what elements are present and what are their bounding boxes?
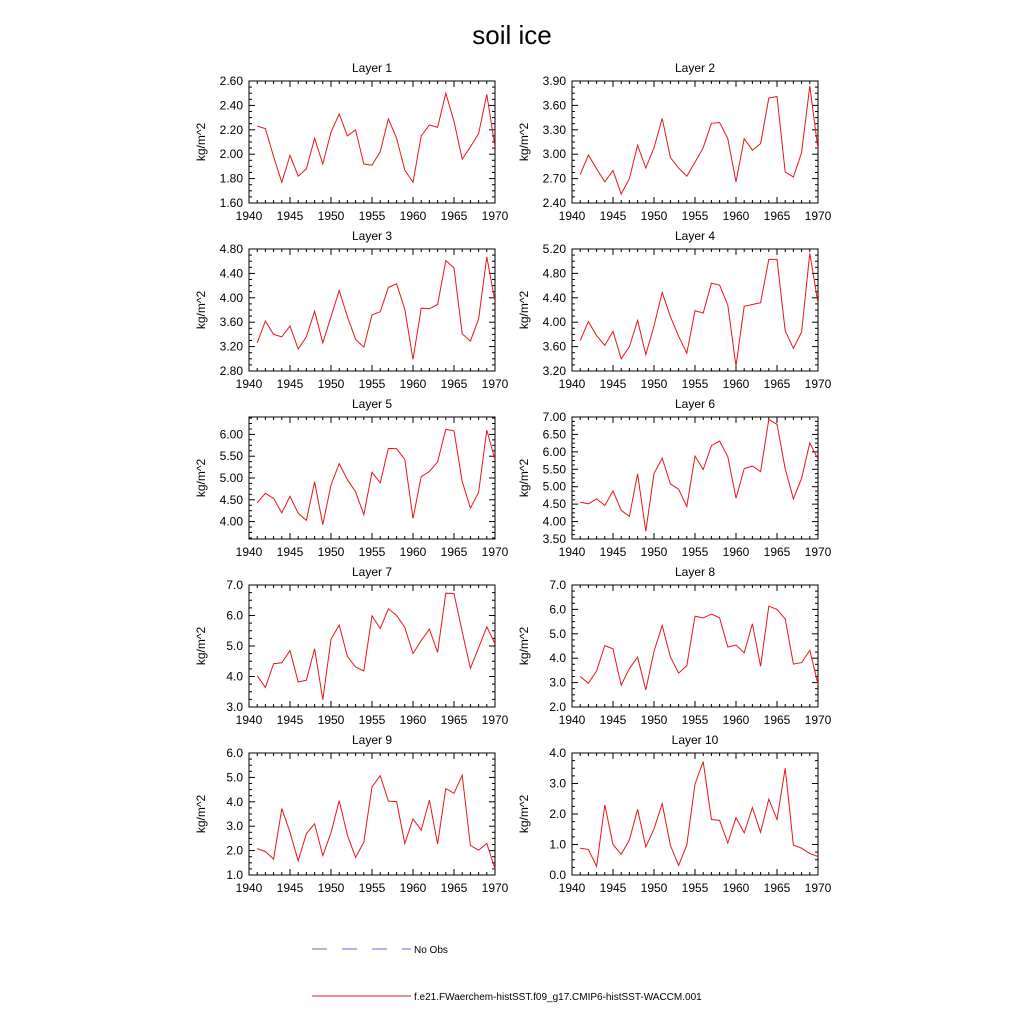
legend-label: f.e21.FWaerchem-histSST.f09_g17.CMIP6-histSST-WACCM.001 bbox=[414, 992, 702, 1003]
panel-layer-10 bbox=[517, 733, 832, 895]
y-tick-label: 1.80 bbox=[219, 171, 243, 186]
x-tick-label: 1960 bbox=[722, 881, 750, 895]
y-tick-label: 5.50 bbox=[542, 462, 566, 477]
series-line bbox=[257, 775, 495, 869]
x-tick-label: 1940 bbox=[558, 377, 586, 391]
x-tick-label: 1965 bbox=[440, 713, 468, 727]
x-tick-label: 1965 bbox=[440, 377, 468, 391]
x-tick-label: 1940 bbox=[558, 881, 586, 895]
x-tick-label: 1970 bbox=[481, 545, 509, 559]
y-tick-label: 4.00 bbox=[542, 514, 566, 529]
x-tick-label: 1970 bbox=[481, 377, 509, 391]
x-tick-label: 1960 bbox=[722, 377, 750, 391]
y-tick-label: 7.0 bbox=[549, 578, 566, 592]
chart-title: soil ice bbox=[472, 20, 552, 50]
panel-title: Layer 10 bbox=[671, 733, 719, 747]
y-tick-label: 3.00 bbox=[542, 147, 566, 162]
panel-title: Layer 7 bbox=[351, 565, 393, 579]
x-tick-label: 1955 bbox=[681, 713, 709, 727]
x-tick-label: 1960 bbox=[722, 209, 750, 223]
y-axis-label: kg/m^2 bbox=[194, 794, 208, 834]
plot-frame bbox=[249, 753, 495, 875]
x-tick-label: 1940 bbox=[558, 713, 586, 727]
y-tick-label: 6.00 bbox=[219, 427, 243, 442]
legend-item bbox=[312, 945, 448, 956]
y-tick-label: 1.0 bbox=[226, 868, 243, 882]
panel-layer-3 bbox=[194, 229, 509, 391]
y-tick-label: 4.00 bbox=[219, 290, 243, 305]
panel-title: Layer 2 bbox=[674, 61, 716, 75]
x-tick-label: 1970 bbox=[804, 545, 832, 559]
series-line bbox=[580, 606, 818, 690]
y-axis-label: kg/m^2 bbox=[194, 626, 208, 666]
series-line bbox=[580, 86, 818, 194]
y-axis-label: kg/m^2 bbox=[517, 794, 531, 834]
plot-frame bbox=[249, 249, 495, 371]
y-tick-label: 7.00 bbox=[542, 410, 566, 424]
x-tick-label: 1955 bbox=[358, 545, 386, 559]
series-line bbox=[257, 93, 495, 182]
x-tick-label: 1955 bbox=[358, 377, 386, 391]
plot-frame bbox=[572, 585, 818, 707]
x-tick-label: 1970 bbox=[481, 713, 509, 727]
series-line bbox=[257, 257, 495, 360]
x-tick-label: 1950 bbox=[640, 377, 668, 391]
y-tick-label: 5.20 bbox=[542, 242, 566, 256]
y-tick-label: 2.0 bbox=[549, 807, 566, 821]
y-tick-label: 4.00 bbox=[219, 514, 243, 529]
plot-frame bbox=[572, 753, 818, 875]
plot-frame bbox=[572, 417, 818, 539]
x-tick-label: 1950 bbox=[317, 545, 345, 559]
x-tick-label: 1955 bbox=[358, 881, 386, 895]
x-tick-label: 1940 bbox=[558, 209, 586, 223]
y-axis-label: kg/m^2 bbox=[517, 290, 531, 330]
x-tick-label: 1970 bbox=[481, 209, 509, 223]
panel-layer-8 bbox=[517, 565, 832, 727]
x-tick-label: 1965 bbox=[440, 881, 468, 895]
y-tick-label: 2.0 bbox=[226, 843, 243, 858]
x-tick-label: 1965 bbox=[440, 545, 468, 559]
x-tick-label: 1945 bbox=[599, 545, 627, 559]
y-tick-label: 3.0 bbox=[549, 776, 566, 791]
x-tick-label: 1945 bbox=[276, 545, 304, 559]
y-axis-label: kg/m^2 bbox=[194, 290, 208, 330]
x-tick-label: 1960 bbox=[399, 209, 427, 223]
legend bbox=[312, 945, 702, 1003]
y-tick-label: 4.50 bbox=[542, 497, 566, 512]
y-axis-label: kg/m^2 bbox=[517, 458, 531, 498]
y-tick-label: 3.20 bbox=[542, 364, 566, 378]
panel-title: Layer 6 bbox=[674, 397, 716, 411]
y-tick-label: 6.00 bbox=[542, 444, 566, 459]
x-tick-label: 1950 bbox=[317, 713, 345, 727]
x-tick-label: 1955 bbox=[681, 545, 709, 559]
x-tick-label: 1950 bbox=[317, 209, 345, 223]
panel-layer-2 bbox=[517, 61, 832, 223]
y-tick-label: 4.00 bbox=[542, 315, 566, 330]
y-axis-label: kg/m^2 bbox=[517, 626, 531, 666]
y-tick-label: 6.0 bbox=[549, 602, 566, 617]
x-tick-label: 1945 bbox=[276, 209, 304, 223]
x-tick-label: 1970 bbox=[804, 209, 832, 223]
x-tick-label: 1940 bbox=[235, 881, 263, 895]
y-tick-label: 4.0 bbox=[226, 794, 243, 809]
x-tick-label: 1960 bbox=[399, 881, 427, 895]
x-tick-label: 1970 bbox=[481, 881, 509, 895]
y-tick-label: 3.50 bbox=[542, 532, 566, 546]
x-tick-label: 1960 bbox=[399, 713, 427, 727]
y-tick-label: 2.60 bbox=[219, 74, 243, 88]
panel-layer-9 bbox=[194, 733, 509, 895]
y-tick-label: 4.80 bbox=[542, 266, 566, 281]
x-tick-label: 1950 bbox=[317, 377, 345, 391]
x-tick-label: 1960 bbox=[399, 377, 427, 391]
plot-frame bbox=[572, 249, 818, 371]
x-tick-label: 1950 bbox=[640, 713, 668, 727]
x-tick-label: 1965 bbox=[763, 713, 791, 727]
panel-layer-4 bbox=[517, 229, 832, 391]
plot-frame bbox=[249, 585, 495, 707]
panel-title: Layer 5 bbox=[351, 397, 393, 411]
panel-layer-5 bbox=[194, 397, 509, 559]
x-tick-label: 1955 bbox=[681, 881, 709, 895]
y-tick-label: 3.60 bbox=[219, 315, 243, 330]
x-tick-label: 1945 bbox=[599, 377, 627, 391]
x-tick-label: 1940 bbox=[558, 545, 586, 559]
y-tick-label: 3.60 bbox=[542, 339, 566, 354]
panel-title: Layer 4 bbox=[674, 229, 716, 243]
x-tick-label: 1945 bbox=[599, 881, 627, 895]
panel-title: Layer 3 bbox=[351, 229, 393, 243]
y-tick-label: 4.0 bbox=[549, 651, 566, 666]
x-tick-label: 1950 bbox=[640, 545, 668, 559]
y-tick-label: 4.0 bbox=[549, 746, 566, 760]
x-tick-label: 1960 bbox=[399, 545, 427, 559]
y-tick-label: 3.0 bbox=[226, 700, 243, 714]
y-tick-label: 2.00 bbox=[219, 147, 243, 162]
panel-layer-6 bbox=[517, 397, 832, 559]
x-tick-label: 1950 bbox=[317, 881, 345, 895]
panels-group bbox=[194, 61, 832, 895]
y-tick-label: 5.0 bbox=[549, 626, 566, 641]
x-tick-label: 1945 bbox=[276, 881, 304, 895]
y-tick-label: 2.80 bbox=[219, 364, 243, 378]
x-tick-label: 1965 bbox=[763, 377, 791, 391]
y-tick-label: 3.0 bbox=[549, 675, 566, 690]
x-tick-label: 1955 bbox=[358, 209, 386, 223]
y-tick-label: 6.50 bbox=[542, 427, 566, 442]
panel-title: Layer 9 bbox=[351, 733, 393, 747]
legend-label: No Obs bbox=[414, 945, 448, 956]
panel-title: Layer 8 bbox=[674, 565, 716, 579]
legend-item bbox=[312, 992, 702, 1003]
y-tick-label: 1.60 bbox=[219, 196, 243, 210]
y-tick-label: 3.30 bbox=[542, 122, 566, 137]
x-tick-label: 1955 bbox=[681, 209, 709, 223]
x-tick-label: 1965 bbox=[763, 881, 791, 895]
x-tick-label: 1950 bbox=[640, 209, 668, 223]
x-tick-label: 1950 bbox=[640, 881, 668, 895]
x-tick-label: 1965 bbox=[763, 209, 791, 223]
x-tick-label: 1940 bbox=[235, 545, 263, 559]
plot-frame bbox=[572, 81, 818, 203]
x-tick-label: 1960 bbox=[722, 545, 750, 559]
x-tick-label: 1940 bbox=[235, 713, 263, 727]
y-tick-label: 4.40 bbox=[542, 290, 566, 305]
y-tick-label: 7.0 bbox=[226, 578, 243, 592]
x-tick-label: 1965 bbox=[440, 209, 468, 223]
x-tick-label: 1960 bbox=[722, 713, 750, 727]
y-axis-label: kg/m^2 bbox=[517, 122, 531, 162]
series-line bbox=[580, 419, 818, 531]
x-tick-label: 1945 bbox=[276, 377, 304, 391]
y-axis-label: kg/m^2 bbox=[194, 458, 208, 498]
x-tick-label: 1945 bbox=[599, 713, 627, 727]
x-tick-label: 1945 bbox=[599, 209, 627, 223]
series-line bbox=[580, 762, 818, 867]
plot-frame bbox=[249, 417, 495, 539]
x-tick-label: 1965 bbox=[763, 545, 791, 559]
y-tick-label: 1.0 bbox=[549, 837, 566, 852]
y-tick-label: 2.40 bbox=[219, 98, 243, 113]
y-tick-label: 2.20 bbox=[219, 122, 243, 137]
y-tick-label: 4.50 bbox=[219, 492, 243, 507]
y-tick-label: 6.0 bbox=[226, 746, 243, 760]
y-tick-label: 4.40 bbox=[219, 266, 243, 281]
y-tick-label: 5.00 bbox=[542, 479, 566, 494]
y-tick-label: 3.60 bbox=[542, 98, 566, 113]
y-tick-label: 3.20 bbox=[219, 339, 243, 354]
y-tick-label: 3.90 bbox=[542, 74, 566, 88]
y-tick-label: 5.0 bbox=[226, 639, 243, 653]
y-tick-label: 6.0 bbox=[226, 608, 243, 623]
y-tick-label: 0.0 bbox=[549, 868, 566, 882]
panel-layer-7 bbox=[194, 565, 509, 727]
y-tick-label: 4.80 bbox=[219, 242, 243, 256]
series-line bbox=[257, 429, 495, 524]
x-tick-label: 1970 bbox=[804, 881, 832, 895]
x-tick-label: 1945 bbox=[276, 713, 304, 727]
series-line bbox=[580, 253, 818, 366]
x-tick-label: 1970 bbox=[804, 377, 832, 391]
y-tick-label: 5.0 bbox=[226, 770, 243, 785]
x-tick-label: 1940 bbox=[235, 209, 263, 223]
y-tick-label: 2.70 bbox=[542, 171, 566, 186]
series-line bbox=[257, 593, 495, 700]
y-tick-label: 4.0 bbox=[226, 669, 243, 684]
y-tick-label: 3.0 bbox=[226, 819, 243, 834]
y-tick-label: 5.00 bbox=[219, 471, 243, 485]
panel-layer-1 bbox=[194, 61, 509, 223]
y-tick-label: 5.50 bbox=[219, 449, 243, 464]
x-tick-label: 1970 bbox=[804, 713, 832, 727]
y-axis-label: kg/m^2 bbox=[194, 122, 208, 162]
x-tick-label: 1955 bbox=[681, 377, 709, 391]
y-tick-label: 2.40 bbox=[542, 196, 566, 210]
x-tick-label: 1940 bbox=[235, 377, 263, 391]
x-tick-label: 1955 bbox=[358, 713, 386, 727]
y-tick-label: 2.0 bbox=[549, 700, 566, 714]
panel-title: Layer 1 bbox=[351, 61, 393, 75]
